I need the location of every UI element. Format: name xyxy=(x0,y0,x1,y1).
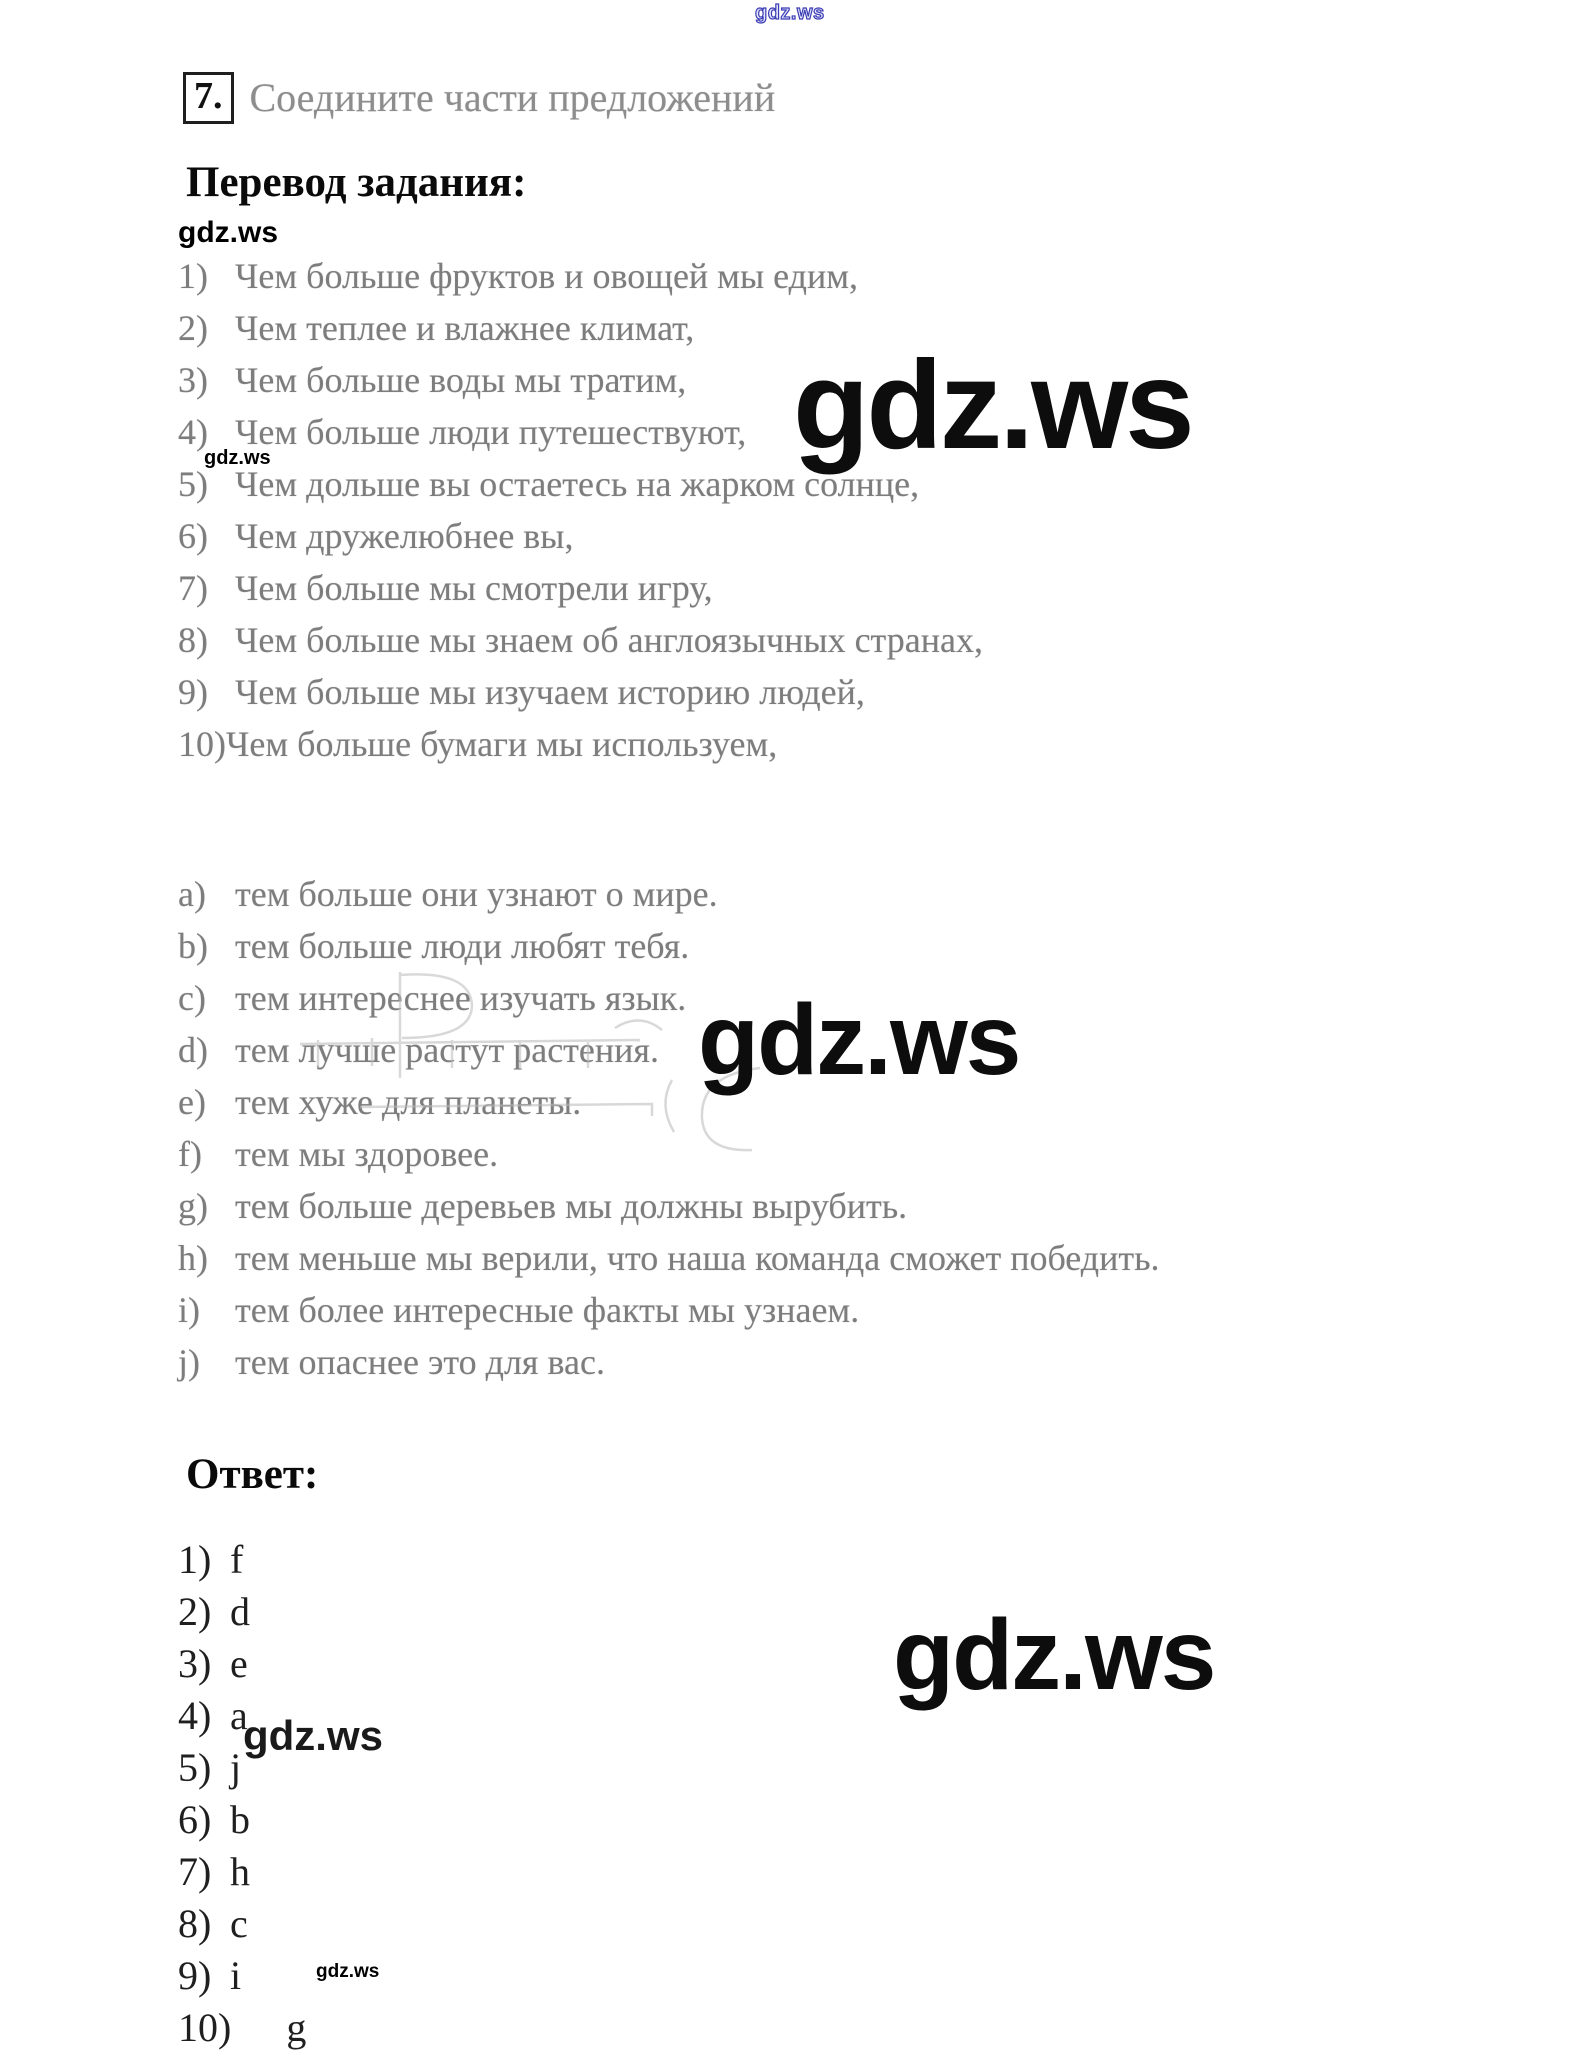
item-text: тем опаснее это для вас. xyxy=(235,1342,605,1382)
item-letter: c) xyxy=(178,978,206,1018)
item-text: тем больше они узнают о мире. xyxy=(235,874,718,914)
lettered-list xyxy=(178,868,1160,1388)
item-number: 2) xyxy=(178,308,208,348)
answer-letter: i xyxy=(230,1953,242,1998)
answer-number: 2) xyxy=(178,1589,212,1634)
item-number: 8) xyxy=(178,620,208,660)
item-text: тем больше деревьев мы должны вырубить. xyxy=(235,1186,908,1226)
task-number-box xyxy=(183,72,234,124)
answer-letter: f xyxy=(230,1537,244,1582)
gdzws-watermark-small-2: gdz.ws xyxy=(204,447,271,469)
lettered-item xyxy=(178,920,1160,972)
task-title: Соедините части предложений xyxy=(249,75,776,121)
answer-row xyxy=(178,2002,306,2054)
item-text: Чем больше воды мы тратим, xyxy=(235,360,687,400)
answer-number: 7) xyxy=(178,1849,212,1894)
lettered-item xyxy=(178,868,1160,920)
item-number: 5) xyxy=(178,464,208,504)
numbered-list xyxy=(178,250,983,770)
item-number: 6) xyxy=(178,516,208,556)
answer-number: 5) xyxy=(178,1745,212,1790)
item-text: тем лучше растут растения. xyxy=(235,1030,659,1070)
lettered-item xyxy=(178,1180,1160,1232)
gdzws-watermark-small-1: gdz.ws xyxy=(178,216,279,249)
numbered-item xyxy=(178,614,983,666)
answer-letter: g xyxy=(286,2005,307,2050)
item-letter: g) xyxy=(178,1186,208,1226)
answer-row xyxy=(178,1534,306,1586)
item-text: Чем больше фруктов и овощей мы едим, xyxy=(235,256,859,296)
answer-number: 1) xyxy=(178,1537,212,1582)
answer-row xyxy=(178,1794,306,1846)
numbered-item xyxy=(178,718,983,770)
item-text: тем мы здоровее. xyxy=(235,1134,499,1174)
item-text: Чем дольше вы остаетесь на жарком солнце, xyxy=(235,464,920,504)
gdzws-watermark-large-2: gdz.ws xyxy=(698,984,1020,1096)
lettered-item xyxy=(178,1336,1160,1388)
item-text: Чем больше мы знаем об англоязычных странах, xyxy=(235,620,983,660)
answer-row xyxy=(178,1950,306,2002)
item-text: тем хуже для планеты. xyxy=(235,1082,582,1122)
item-text: тем интереснее изучать язык. xyxy=(235,978,687,1018)
translation-heading: Перевод задания: xyxy=(186,159,527,206)
item-text: Чем теплее и влажнее климат, xyxy=(235,308,695,348)
item-letter: e) xyxy=(178,1082,206,1122)
item-text: Чем дружелюбнее вы, xyxy=(235,516,574,556)
answer-number: 6) xyxy=(178,1797,212,1842)
answer-number: 8) xyxy=(178,1901,212,1946)
answer-letter: d xyxy=(230,1589,250,1634)
item-letter: h) xyxy=(178,1238,208,1278)
task-header xyxy=(183,72,775,124)
answer-number: 9) xyxy=(178,1953,212,1998)
item-text: Чем больше мы изучаем историю людей, xyxy=(235,672,865,712)
item-number: 9) xyxy=(178,672,208,712)
numbered-item xyxy=(178,666,983,718)
answer-row xyxy=(178,1638,306,1690)
item-number: 4) xyxy=(178,412,208,452)
lettered-item xyxy=(178,1284,1160,1336)
gdzws-watermark-small-3: gdz.ws xyxy=(316,1961,380,1982)
item-text: тем более интересные факты мы узнаем. xyxy=(235,1290,860,1330)
item-letter: d) xyxy=(178,1030,208,1070)
gdzws-watermark-large-3: gdz.ws xyxy=(893,1599,1215,1711)
answer-number: 4) xyxy=(178,1693,212,1738)
numbered-item xyxy=(178,562,983,614)
item-text: тем больше люди любят тебя. xyxy=(235,926,690,966)
item-letter: i) xyxy=(178,1290,200,1330)
item-text: Чем больше мы смотрели игру, xyxy=(235,568,713,608)
answer-number: 3) xyxy=(178,1641,212,1686)
task-number: 7. xyxy=(194,75,223,117)
gdzws-watermark-top: gdz.ws xyxy=(755,2,825,24)
answer-letter: a xyxy=(230,1693,248,1738)
item-letter: j) xyxy=(178,1342,200,1382)
answer-row xyxy=(178,1898,306,1950)
item-text: Чем больше люди путешествуют, xyxy=(235,412,747,452)
answer-letter: b xyxy=(230,1797,250,1842)
lettered-item xyxy=(178,1128,1160,1180)
numbered-item xyxy=(178,510,983,562)
item-text: Чем больше бумаги мы используем, xyxy=(226,724,778,764)
lettered-item xyxy=(178,1232,1160,1284)
answer-letter: j xyxy=(230,1745,242,1790)
item-text: тем меньше мы верили, что наша команда сможет победить. xyxy=(235,1238,1160,1278)
answer-heading: Ответ: xyxy=(186,1451,319,1498)
item-letter: f) xyxy=(178,1134,202,1174)
item-number: 3) xyxy=(178,360,208,400)
item-number: 10) xyxy=(178,724,226,764)
item-letter: a) xyxy=(178,874,206,914)
gdzws-watermark-medium: gdz.ws xyxy=(243,1712,384,1759)
gdzws-watermark-large-1: gdz.ws xyxy=(793,336,1192,475)
answer-number: 10) xyxy=(178,2005,232,2050)
item-letter: b) xyxy=(178,926,208,966)
answer-letter: c xyxy=(230,1901,248,1946)
item-number: 7) xyxy=(178,568,208,608)
answer-row xyxy=(178,1846,306,1898)
item-number: 1) xyxy=(178,256,208,296)
answers-list xyxy=(178,1534,306,2054)
numbered-item xyxy=(178,250,983,302)
answer-row xyxy=(178,1586,306,1638)
answer-letter: e xyxy=(230,1641,248,1686)
answer-letter: h xyxy=(230,1849,250,1894)
